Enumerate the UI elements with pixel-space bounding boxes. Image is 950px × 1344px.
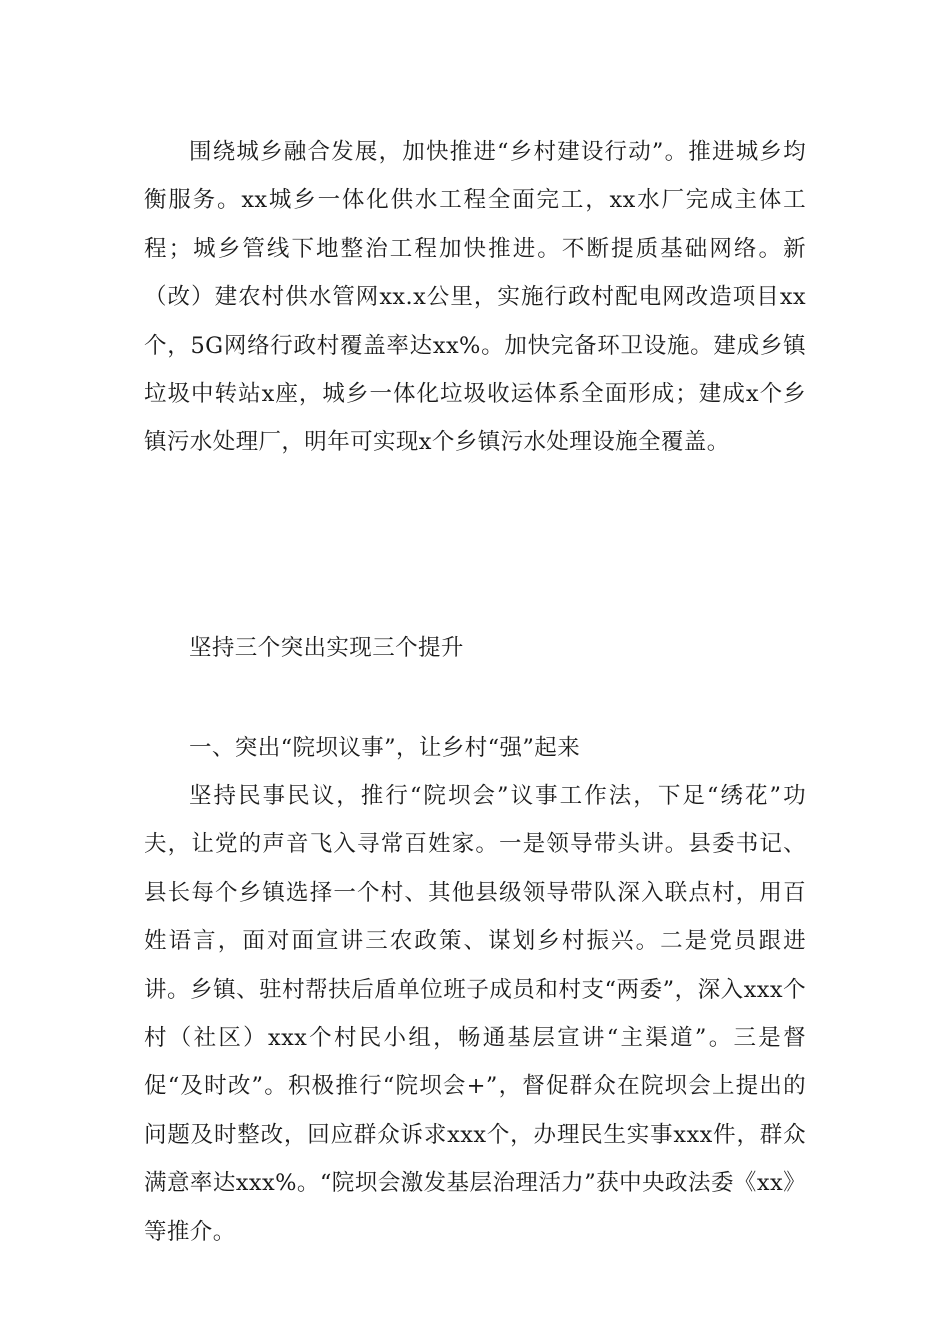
body-paragraph-courtyard-meeting: 坚持民事民议，推行“院坝会”议事工作法，下足“绣花”功夫，让党的声音飞入寻常百姓家。一是领导带头讲。县委书记、县长每个乡镇选择一个村、其他县级领导带队深入联点村，用百姓语言，面对面宣讲三农政策、谋划乡村振兴。二是党员跟进讲。乡镇、驻村帮扶后盾单位班子成员和村支“两委”，深入xxx个村（社区）xxx个村民小组，畅通基层宣讲“主渠道”。三是督促“及时改”。积极推行“院坝会+”，督促群众在院坝会上提出的问题及时整改，回应群众诉求xxx个，办理民生实事xxx件，群众满意率达xxx%。“院坝会激发基层治理活力”获中央政法委《xx》等推介。 — [144, 783, 806, 1245]
body-paragraph-rural-construction: 围绕城乡融合发展，加快推进“乡村建设行动”。推进城乡均衡服务。xx城乡一体化供水工程全面完工，xx水厂完成主体工程；城乡管线下地整治工程加快推进。不断提质基础网络。新（改）建农村供水管网xx.x公里，实施行政村配电网改造项目xx个，5G网络行政村覆盖率达xx%。加快完备环卫设施。建成乡镇垃圾中转站x座，城乡一体化垃圾收运体系全面形成；建成x个乡镇污水处理厂，明年可实现x个乡镇污水处理设施全覆盖。 — [144, 139, 806, 456]
section-title: 坚持三个突出实现三个提升 — [189, 635, 464, 661]
subsection-heading: 一、突出“院坝议事”，让乡村“强”起来 — [189, 735, 581, 761]
